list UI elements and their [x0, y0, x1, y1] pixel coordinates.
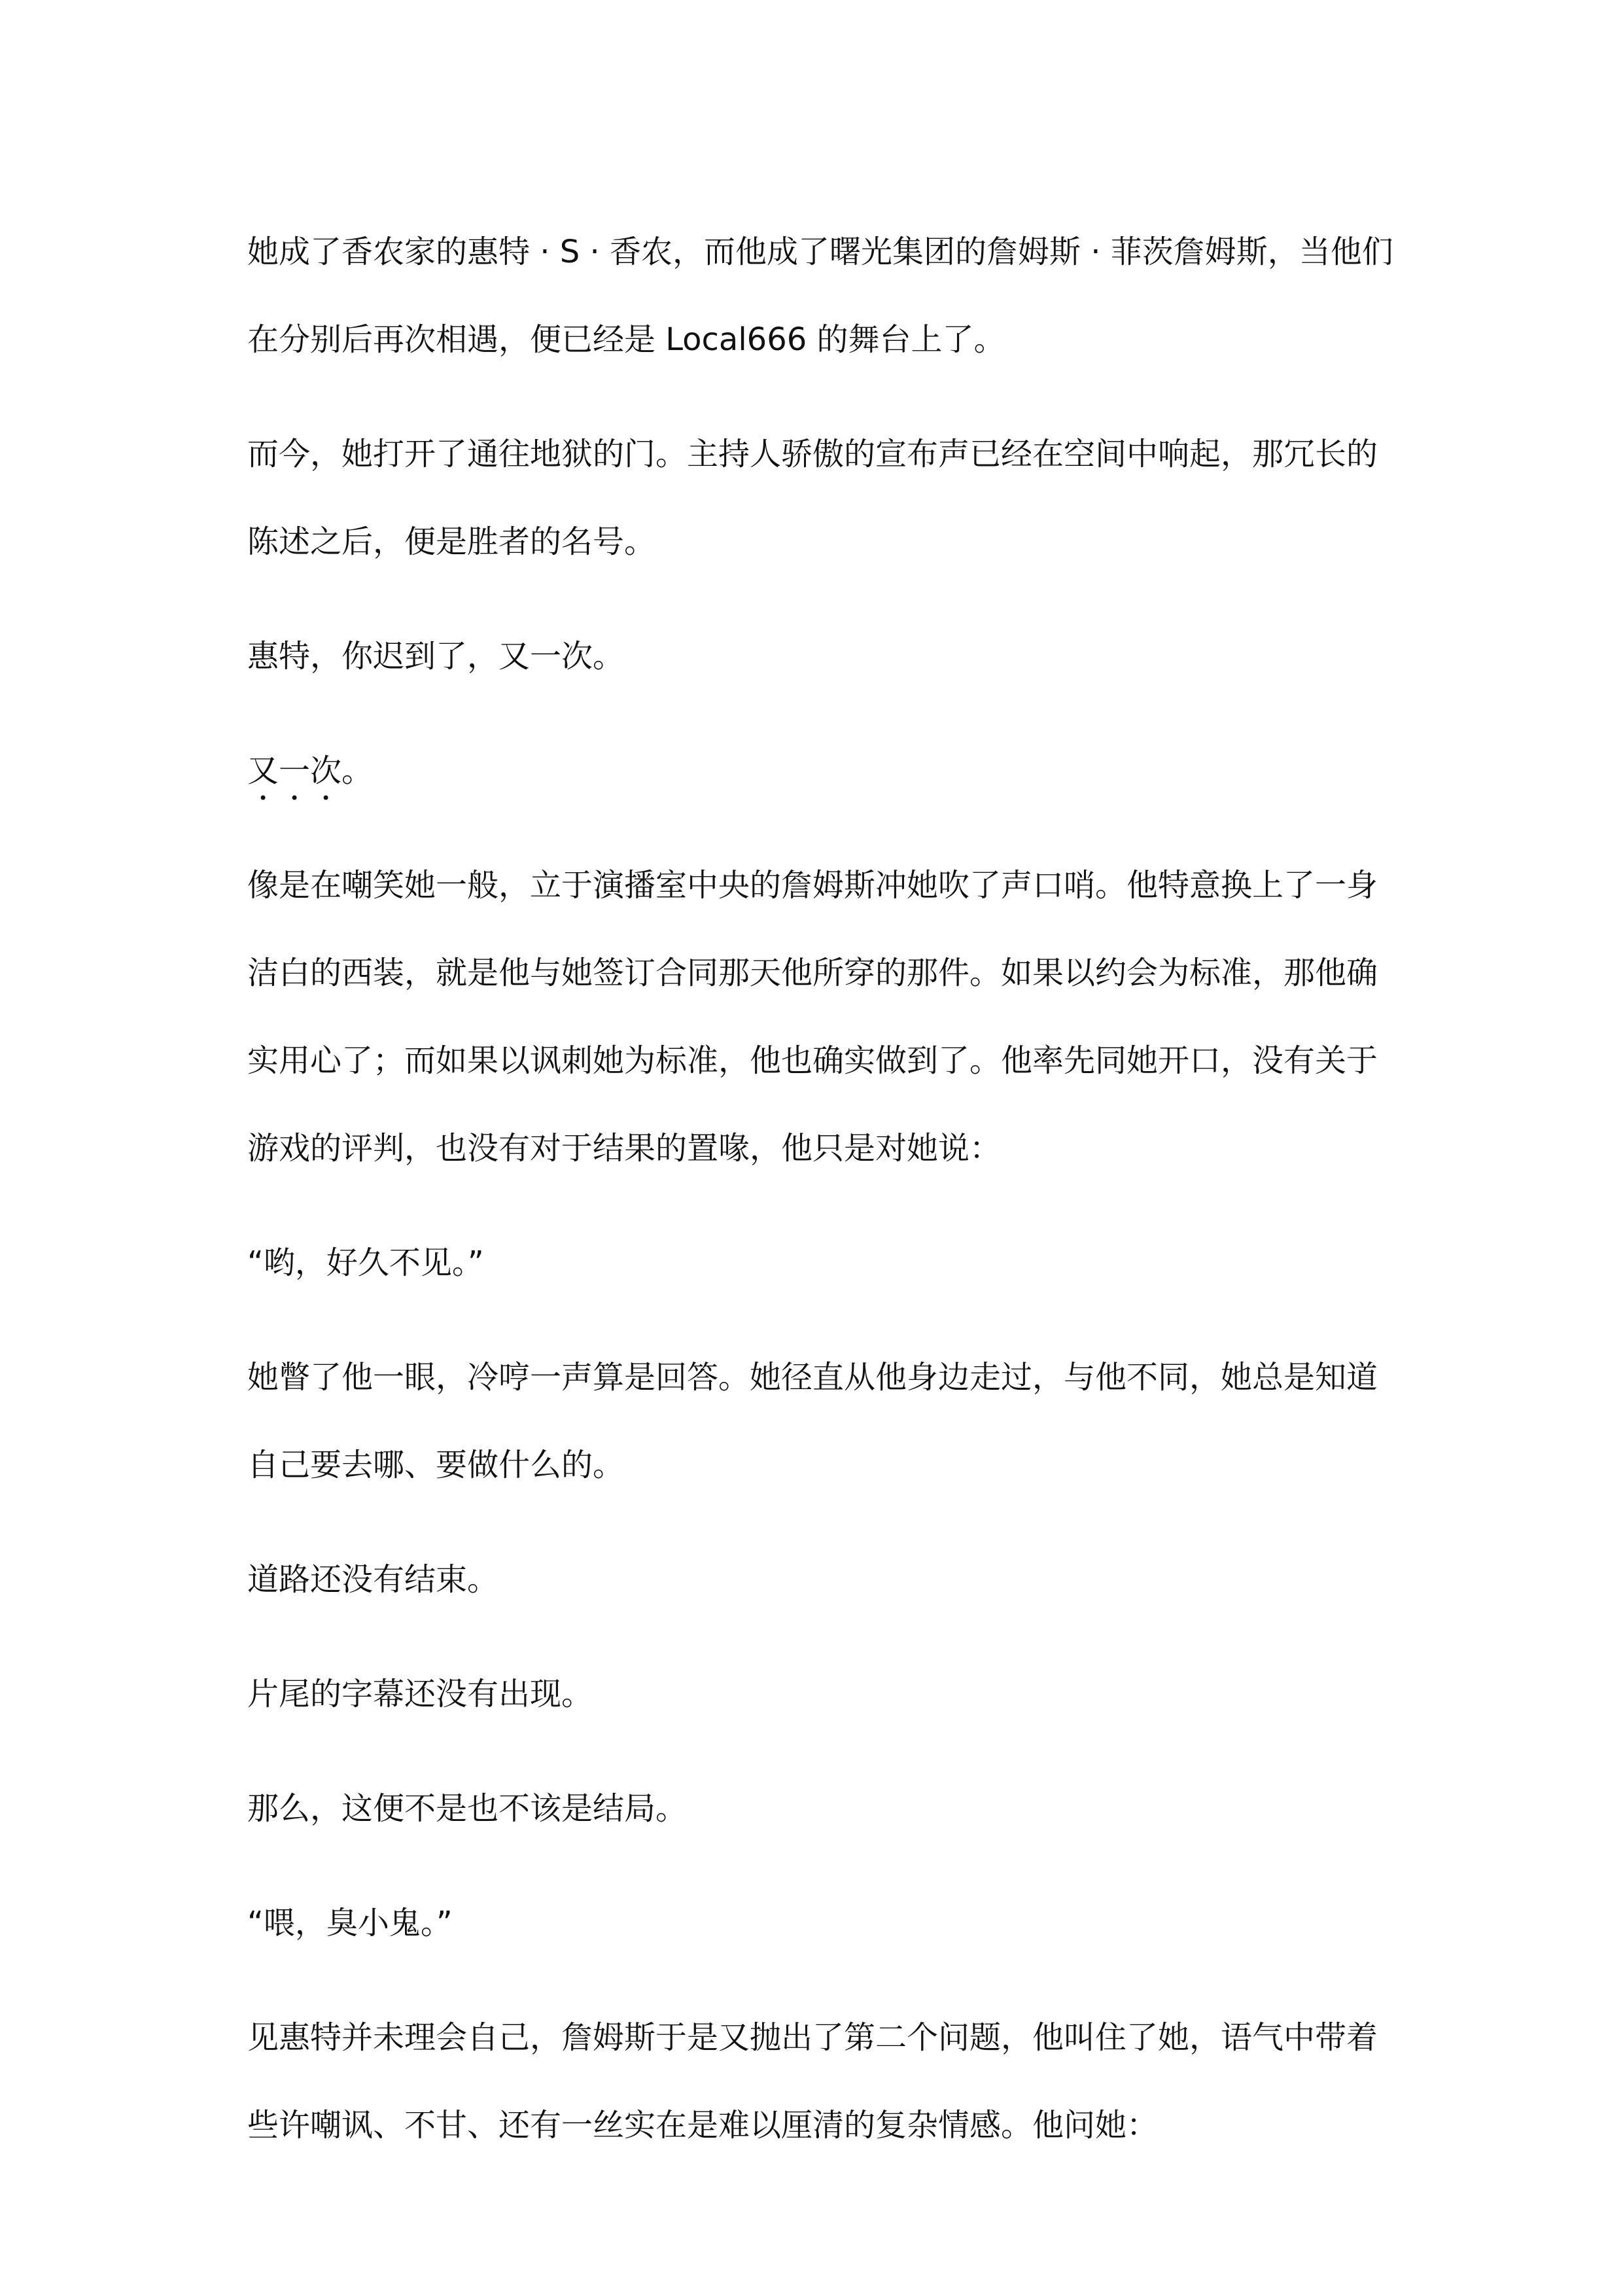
paragraph: 而今，她打开了通往地狱的门。主持人骄傲的宣布声已经在空间中响起，那冗长的陈述之后，便是胜者的名号。 — [247, 436, 1378, 560]
paragraph: 片尾的字幕还没有出现。 — [247, 1676, 593, 1712]
paragraph: 那么，这便不是也不该是结局。 — [247, 1790, 688, 1827]
emphasized-paragraph: 又一次。 — [247, 752, 374, 789]
paragraph: 像是在嘲笑她一般，立于演播室中央的詹姆斯冲她吹了声口哨。他特意换上了一身洁白的西装，就是他与她签订合同那天他所穿的那件。如果以约会为标准，那他确实用心了；而如果以讽刺她为标准，他也确实做到了。他率先同她开口，没有关于游戏的评判，也没有对于结果的置喙，他只是对她说： — [247, 867, 1378, 1167]
paragraph: 见惠特并未理会自己，詹姆斯于是又抛出了第二个问题，他叫住了她，语气中带着些许嘲讽、不甘、还有一丝实在是难以厘清的复杂情感。他问她： — [247, 2019, 1378, 2144]
dialogue-paragraph: “喂，臭小鬼。” — [247, 1905, 453, 1941]
paragraph: 她成了香农家的惠特 · S · 香农，而他成了曙光集团的詹姆斯 · 菲茨詹姆斯，当他们在分别后再次相遇，便已经是 Local666 的舞台上了。 — [247, 234, 1393, 358]
paragraph: 惠特，你迟到了，又一次。 — [247, 638, 625, 675]
body-text — [247, 208, 1393, 2196]
paragraph: 道路还没有结束。 — [247, 1561, 499, 1598]
paragraph: 她瞥了他一眼，冷哼一声算是回答。她径直从他身边走过，与他不同，她总是知道自己要去哪、要做什么的。 — [247, 1359, 1378, 1483]
dialogue-paragraph: “哟，好久不见。” — [247, 1245, 484, 1281]
